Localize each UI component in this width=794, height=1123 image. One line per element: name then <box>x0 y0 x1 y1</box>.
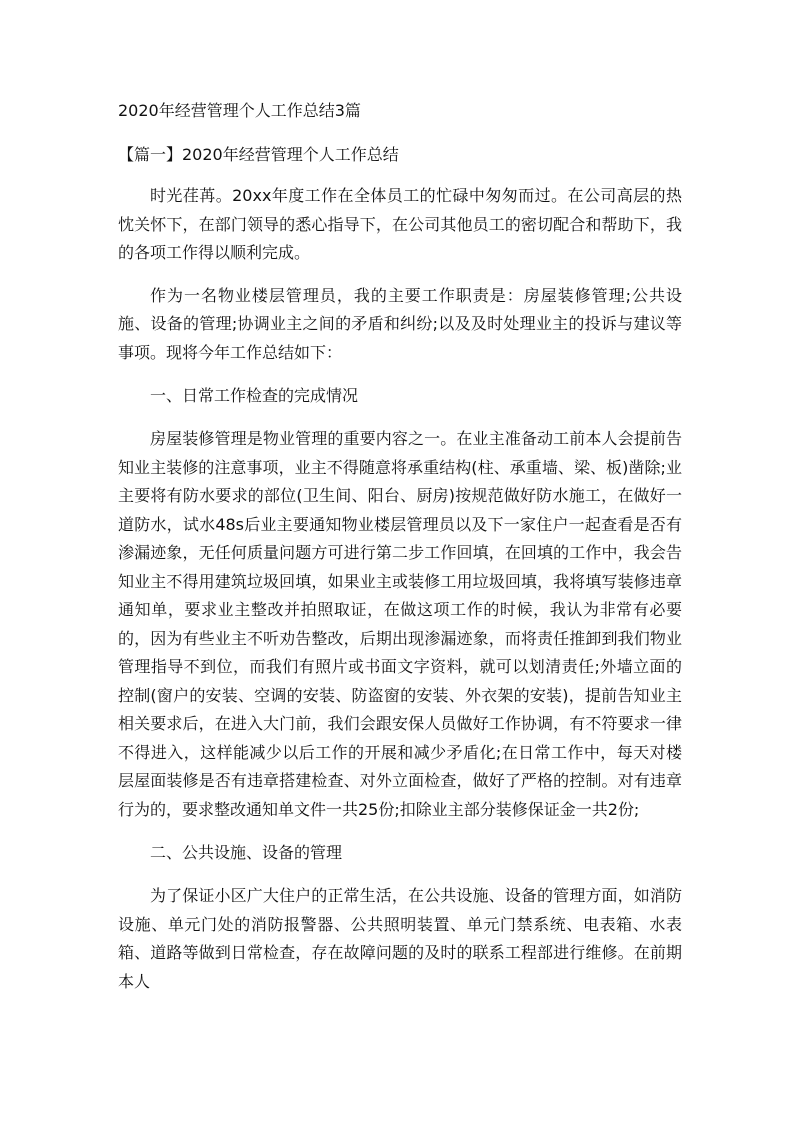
paragraph-duties: 作为一名物业楼层管理员，我的主要工作职责是：房屋装修管理;公共设施、设备的管理;协调业主之间的矛盾和纠纷;以及及时处理业主的投诉与建议等事项。现将今年工作总结如下： <box>118 285 682 362</box>
document-title: 2020年经营管理个人工作总结3篇 <box>118 101 361 120</box>
paragraph-public-facilities: 为了保证小区广大住户的正常生活，在公共设施、设备的管理方面，如消防设施、单元门处的消防报警器、公共照明装置、单元门禁系统、电表箱、水表箱、道路等做到日常检查，存在故障问题的及时的联系工程部进行维修。在前期本人 <box>118 886 682 991</box>
section-heading-public-facilities: 二、公共设施、设备的管理 <box>150 843 343 862</box>
section-heading-daily-inspection: 一、日常工作检查的完成情况 <box>150 386 359 405</box>
document-body <box>118 96 682 1010</box>
paragraph-intro: 时光荏苒。20xx年度工作在全体员工的忙碌中匆匆而过。在公司高层的热忱关怀下，在部门领导的悉心指导下，在公司其他员工的密切配合和帮助下，我的各项工作得以顺利完成。 <box>118 186 682 262</box>
article-subtitle: 【篇一】2020年经营管理个人工作总结 <box>118 145 399 164</box>
paragraph-renovation-management: 房屋装修管理是物业管理的重要内容之一。在业主准备动工前本人会提前告知业主装修的注意事项，业主不得随意将承重结构(柱、承重墙、梁、板)凿除;业主要将有防水要求的部位(卫生间、阳台、厨房)按规范做好防水施工，在做好一道防水，试水48s后业主要通知物业楼层管理员以及下一家住户一起查看是否有渗漏迹象，无任何质量问题方可进行第二步工作回填，在回填的工作中，我会告知业主不得用建筑垃圾回填，如果业主或装修工用垃圾回填，我将填写装修违章通知单，要求业主整改并拍照取证，在做这项工作的时候，我认为非常有必要的，因为有些业主不听劝告整改，后期出现渗漏迹象，而将责任推卸到我们物业管理指导不到位，而我们有照片或书面文字资料，就可以划清责任;外墙立面的控制(窗户的安装、空调的安装、防盗窗的安装、外衣架的安装)，提前告知业主相关要求后，在进入大门前，我们会跟安保人员做好工作协调，有不符要求一律不得进入，这样能减少以后工作的开展和减少矛盾化;在日常工作中，每天对楼层屋面装修是否有违章搭建检查、对外立面检查，做好了严格的控制。对有违章行为的，要求整改通知单文件一共25份;扣除业主部分装修保证金一共2份; <box>118 429 682 819</box>
